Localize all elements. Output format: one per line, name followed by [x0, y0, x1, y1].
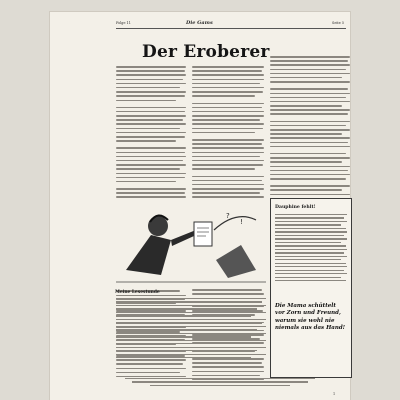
text-line	[125, 378, 315, 379]
text-line	[192, 188, 264, 190]
text-line	[116, 340, 266, 341]
text-line	[116, 107, 186, 109]
text-line	[270, 178, 346, 180]
cartoon-illustration	[116, 200, 266, 288]
text-line	[116, 363, 183, 365]
text-line	[270, 146, 350, 148]
text-line	[270, 137, 350, 139]
text-line	[270, 69, 346, 71]
text-line	[116, 160, 183, 162]
text-line	[192, 156, 260, 158]
text-line	[192, 160, 264, 162]
text-line	[192, 289, 262, 291]
header-right: Seite 5	[332, 21, 345, 25]
text-line	[116, 132, 186, 134]
text-line	[192, 147, 264, 149]
text-line	[192, 184, 264, 186]
text-line	[192, 70, 262, 72]
notice-slogan: Die Mama schüttelt vor Zorn und Freund, warum sie wohl nie niemals aus das Hand!	[275, 303, 346, 332]
text-line	[270, 129, 350, 131]
text-line	[270, 93, 350, 95]
illustration-caption-text	[116, 298, 266, 361]
text-line	[192, 107, 262, 109]
text-line	[192, 115, 264, 117]
text-line	[270, 88, 348, 90]
text-line	[275, 256, 347, 257]
text-line	[116, 147, 186, 149]
text-line	[270, 105, 342, 107]
text-line	[192, 371, 264, 373]
text-line	[116, 128, 180, 130]
text-line	[116, 177, 185, 179]
footer-text	[120, 378, 320, 388]
text-line	[116, 326, 266, 327]
notice-title: Dauphine fehlt!	[275, 205, 316, 210]
text-line	[116, 74, 186, 76]
text-line	[192, 168, 255, 170]
page-number: 1	[333, 392, 336, 396]
text-line	[275, 228, 346, 229]
text-line	[270, 174, 350, 176]
text-line	[116, 152, 185, 154]
text-line	[116, 298, 266, 299]
newspaper-page	[50, 12, 350, 400]
text-line	[192, 66, 264, 68]
text-line	[116, 347, 266, 348]
text-line	[116, 350, 257, 351]
article-column-3	[270, 56, 350, 202]
text-line	[116, 192, 185, 194]
text-line	[116, 91, 186, 93]
text-line	[116, 329, 257, 330]
text-line	[116, 343, 262, 344]
text-line	[275, 270, 344, 271]
text-line	[275, 249, 347, 250]
text-line	[275, 259, 341, 260]
text-line	[275, 217, 344, 218]
text-line	[116, 181, 176, 183]
text-line	[192, 95, 255, 97]
text-line	[275, 214, 347, 215]
svg-text:!: !	[240, 218, 243, 226]
text-line	[192, 375, 260, 377]
text-line	[116, 372, 180, 374]
text-line	[116, 95, 185, 97]
text-line	[192, 196, 264, 198]
text-line	[116, 123, 186, 125]
text-line	[116, 100, 176, 102]
text-line	[192, 87, 264, 89]
text-line	[116, 140, 176, 142]
illustration-caption-title: Meine Lesestunde	[115, 290, 160, 295]
notice-text	[275, 214, 347, 281]
text-line	[116, 83, 186, 85]
text-line	[116, 333, 266, 334]
text-line	[275, 252, 344, 253]
text-line	[116, 368, 186, 370]
text-line	[116, 312, 266, 313]
text-line	[270, 166, 350, 168]
text-line	[116, 336, 251, 337]
text-line	[270, 142, 348, 144]
text-line	[192, 180, 262, 182]
text-line	[275, 242, 341, 243]
text-line	[270, 56, 350, 58]
text-line	[192, 123, 264, 125]
text-line	[192, 79, 264, 81]
text-line	[275, 238, 347, 239]
text-line	[116, 156, 186, 158]
text-line	[270, 97, 346, 99]
text-line	[192, 111, 264, 113]
text-line	[270, 101, 350, 103]
publication-name: Die Gams	[186, 20, 213, 26]
text-line	[116, 119, 183, 121]
text-line	[116, 308, 257, 309]
header-rule	[116, 28, 346, 29]
text-line	[275, 221, 347, 222]
text-line	[192, 103, 264, 105]
article-title: Der Eroberer	[142, 42, 270, 62]
text-line	[192, 91, 263, 93]
text-line	[116, 322, 262, 323]
text-line	[192, 293, 264, 295]
text-line	[192, 192, 260, 194]
text-line	[275, 280, 346, 281]
text-line	[116, 115, 186, 117]
text-line	[132, 381, 308, 382]
text-line	[275, 245, 346, 246]
text-line	[116, 136, 185, 138]
header-left: Folge 11	[116, 21, 131, 25]
text-line	[275, 235, 344, 236]
text-line	[116, 196, 186, 198]
text-line	[270, 113, 348, 115]
text-line	[192, 139, 264, 141]
text-line	[270, 161, 342, 163]
text-line	[116, 319, 266, 320]
text-line	[192, 362, 262, 364]
text-line	[116, 79, 183, 81]
notice-box	[270, 198, 352, 378]
text-line	[116, 66, 186, 68]
text-line	[116, 111, 185, 113]
text-line	[270, 64, 350, 66]
text-line	[275, 266, 347, 267]
text-line	[270, 109, 350, 111]
text-line	[192, 164, 263, 166]
svg-text:?: ?	[226, 212, 230, 220]
text-line	[270, 194, 350, 196]
text-line	[116, 173, 186, 175]
text-line	[116, 70, 185, 72]
text-line	[270, 121, 350, 123]
text-line	[270, 157, 350, 159]
text-line	[270, 170, 348, 172]
text-line	[270, 153, 346, 155]
text-line	[275, 231, 347, 232]
text-line	[116, 315, 251, 316]
text-line	[192, 74, 264, 76]
text-line	[270, 133, 342, 135]
text-line	[192, 128, 263, 130]
text-line	[192, 119, 260, 121]
text-line	[270, 60, 348, 62]
text-line	[270, 81, 350, 83]
text-line	[192, 176, 264, 178]
text-line	[270, 189, 342, 191]
text-line	[150, 385, 290, 386]
text-line	[192, 366, 264, 368]
text-line	[270, 77, 342, 79]
text-line	[116, 188, 186, 190]
text-line	[116, 305, 266, 306]
text-line	[116, 87, 180, 89]
text-line	[116, 357, 251, 358]
text-line	[192, 83, 260, 85]
text-line	[275, 277, 341, 278]
text-line	[116, 164, 186, 166]
text-line	[192, 143, 262, 145]
text-line	[116, 354, 266, 355]
text-line	[192, 152, 264, 154]
text-line	[192, 132, 255, 134]
text-line	[116, 168, 180, 170]
text-line	[116, 301, 262, 302]
text-line	[270, 73, 350, 75]
text-line	[270, 185, 350, 187]
text-line	[275, 224, 341, 225]
text-line	[270, 125, 346, 127]
text-line	[275, 273, 347, 274]
text-line	[275, 263, 346, 264]
